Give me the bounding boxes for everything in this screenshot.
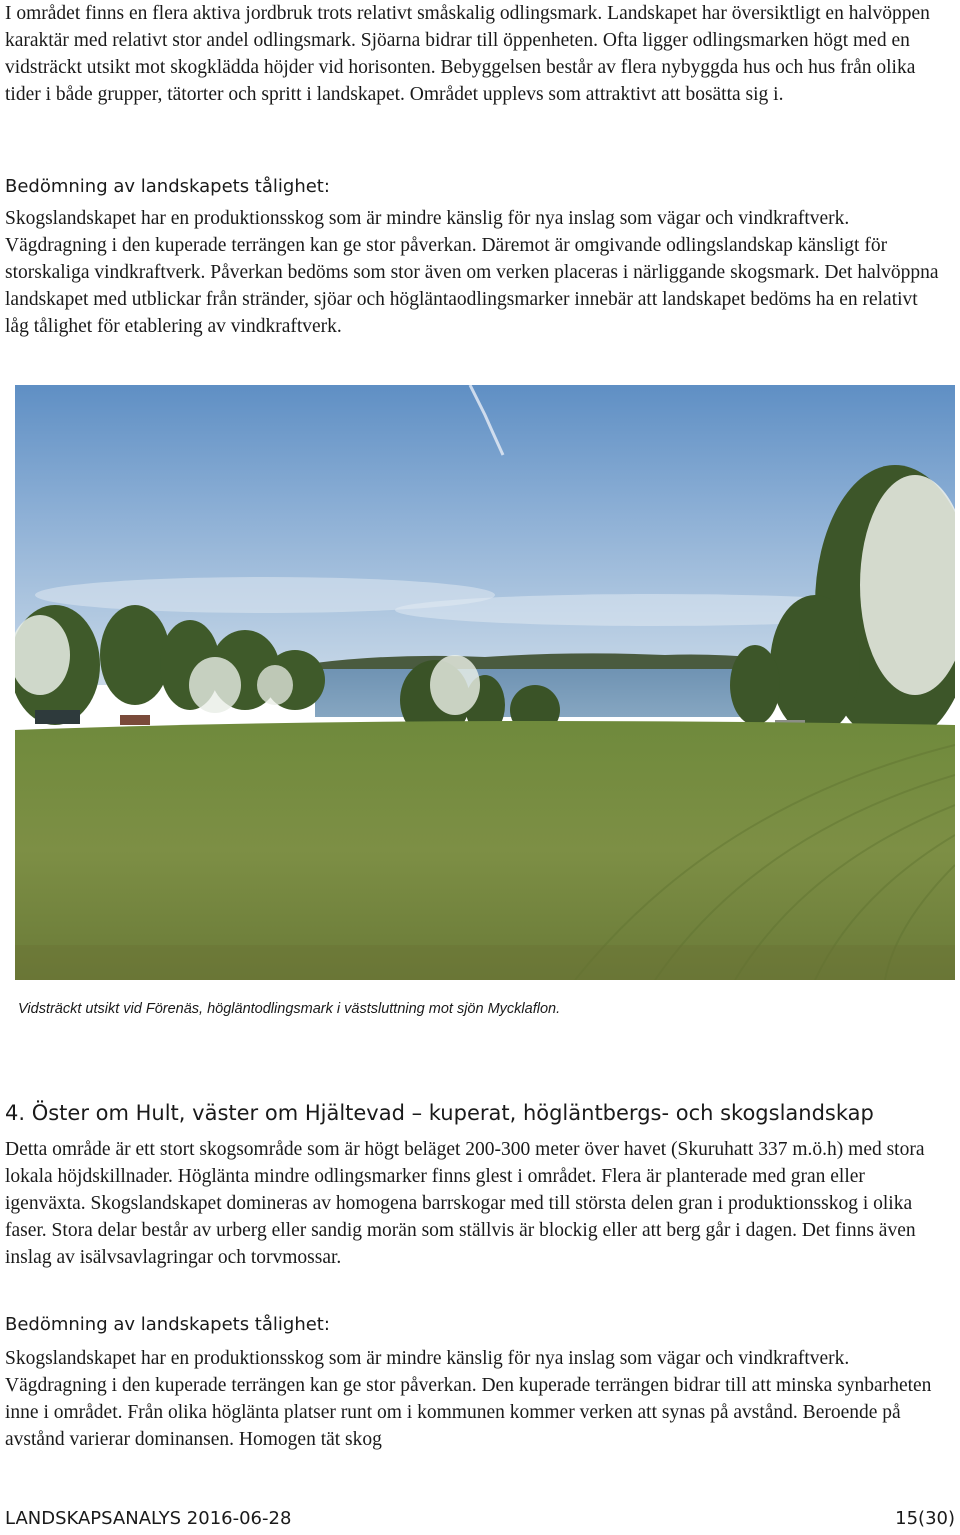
assessment-heading: Bedömning av landskapets tålighet: <box>5 176 330 197</box>
footer-page-number: 15(30) <box>895 1508 955 1529</box>
footer-document-title: LANDSKAPSANALYS 2016-06-28 <box>5 1508 292 1529</box>
assessment-paragraph: Skogslandskapet har en produktionsskog som är mindre känslig för nya inslag som vägar och vindkraftverk. Vägdragning i den kuperade terrängen kan ge stor påverkan. Däremot är omgivande odlingslandskap känsligt för storskaliga vindkraftverk. Påverkan bedöms som stor även om verken placeras i närliggande skogsmark. Det halvöppna landskapet med utblickar från stränder, sjöar och högläntaodlingsmarker innebär att landskapet bedöms ha en relativt låg tålighet för etablering av vindkraftverk. <box>5 208 939 337</box>
landscape-photo <box>15 385 955 980</box>
section-title: 4. Öster om Hult, väster om Hjältevad – kuperat, högläntbergs- och skogslandskap <box>5 1101 874 1125</box>
intro-paragraph: I området finns en flera aktiva jordbruk trots relativt småskalig odlingsmark. Landskapet har översiktligt en halvöppen karaktär med relativt stor andel odlingsmark. Sjöarna bidrar till öppenheten. Ofta ligger odlingsmarken högt med en vidsträckt utsikt mot skogklädda höjder vid horisonten. Bebyggelsen består av flera nybyggda hus och hus från olika tider i både grupper, tätorter och spritt i landskapet. Området upplevs som attraktivt att bosätta sig i. <box>5 3 930 105</box>
assessment-paragraph: Skogslandskapet har en produktionsskog som är mindre känslig för nya inslag som vägar och vindkraftverk. Vägdragning i den kuperade terrängen kan ge stor påverkan. Den kuperade terrängen bidrar till att minska synbarheten inne i området. Från olika höglänta platser runt om i kommunen kommer verken att synas på avstånd. Beroende på avstånd varierar dominansen. Homogen tät skog <box>5 1348 932 1450</box>
section-paragraph: Detta område är ett stort skogsområde som är högt beläget 200-300 meter över havet (Skuruhatt 337 m.ö.h) med stora lokala höjdskillnader. Höglänta mindre odlingsmarker finns glest i området. Flera är planterade med gran eller igenväxta. Skogslandskapet domineras av homogena barrskogar med till största delen gran i produktionsskog i olika faser. Stora delar består av urberg eller sandig morän som ställvis är blockig eller att berg går i dagen. Det finns även inslag av isälvsavlagringar och torvmossar. <box>5 1139 925 1268</box>
photo-caption: Vidsträckt utsikt vid Förenäs, högläntodlingsmark i västsluttning mot sjön Mycklaflon. <box>18 1001 561 1017</box>
assessment-heading: Bedömning av landskapets tålighet: <box>5 1314 330 1335</box>
